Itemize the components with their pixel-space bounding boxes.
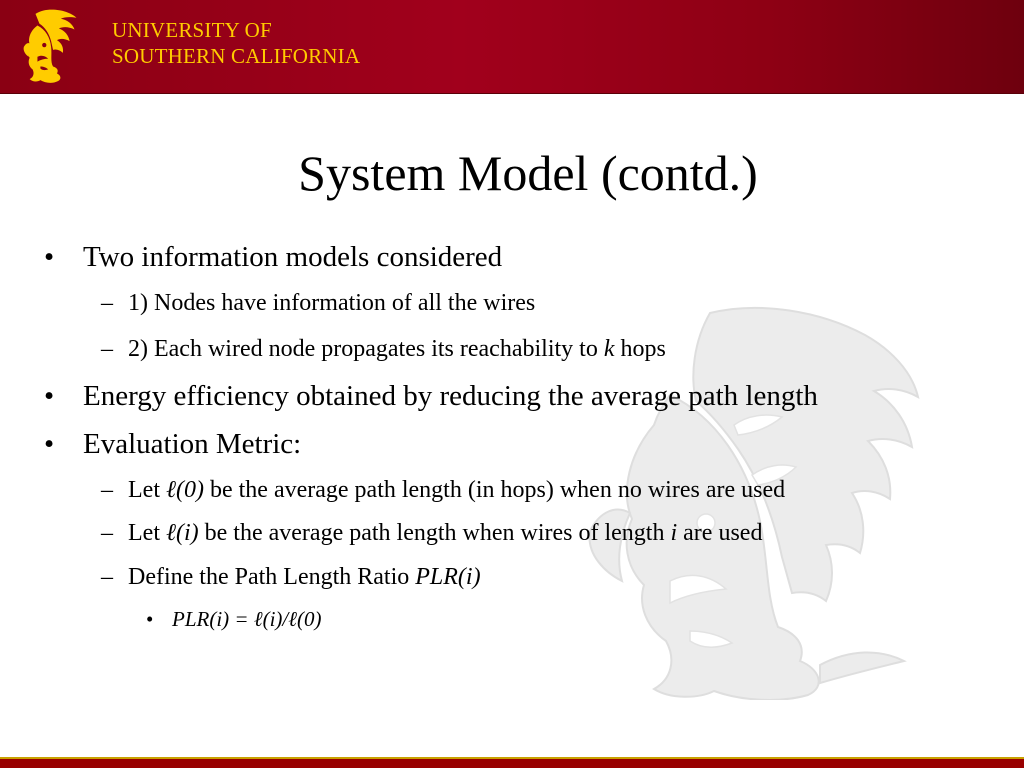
sub-bullet-marker: –	[101, 336, 113, 362]
sub-sub-bullet-marker: •	[146, 607, 154, 631]
bullet-text	[83, 241, 502, 274]
bullet-marker: •	[44, 380, 55, 412]
university-name-line1: UNIVERSITY OF	[112, 18, 272, 42]
bullet-text-6-italic-2: i	[670, 520, 678, 546]
bullet-text-5-a: Let	[128, 477, 166, 503]
sub-bullet-marker: –	[101, 290, 113, 316]
bullet-text-8-italic: PLR(i) = ℓ(i)/ℓ(0)	[172, 607, 322, 631]
bullet-text-7-italic: PLR(i)	[415, 564, 481, 590]
bullet-text-3: Energy efficiency obtained by reducing the average path length	[83, 380, 818, 412]
sub-bullet-text	[128, 564, 481, 591]
university-name-line2: SOUTHERN CALIFORNIA	[112, 44, 361, 68]
bullet-text-6-italic: ℓ(i)	[165, 520, 199, 546]
bullet-text-6-b: be the average path length when wires of length	[198, 520, 671, 546]
bullet-text-1: 1) Nodes have information of all the wires	[128, 290, 536, 316]
bullet-text-6-a: Let	[128, 520, 166, 546]
bullet-text-2-a: 2) Each wired node propagates its reachability to	[128, 336, 604, 362]
bullet-text	[83, 380, 818, 413]
bullet-text-0: Two information models considered	[83, 241, 503, 273]
bullet-marker: •	[44, 428, 55, 460]
bullet-text-5-italic: ℓ(0)	[165, 477, 204, 503]
sub-bullet-text	[128, 520, 762, 547]
bullet-text	[83, 428, 301, 461]
bullet-marker: •	[44, 241, 55, 273]
bullet-text-2-b: hops	[614, 336, 666, 362]
sub-bullet-marker: –	[101, 520, 113, 546]
slide-title: System Model (contd.)	[298, 145, 758, 201]
footer-band	[0, 759, 1024, 768]
bullet-text-4: Evaluation Metric:	[83, 428, 302, 460]
sub-bullet-marker: –	[101, 564, 113, 590]
bullet-text-2-italic: k	[603, 336, 615, 362]
sub-bullet-text	[128, 477, 785, 504]
bullet-text-6-c: are used	[677, 520, 763, 546]
bullet-text-5-b: be the average path length (in hops) when no wires are used	[203, 477, 786, 503]
sub-bullet-text	[128, 336, 666, 363]
bullet-text-7-a: Define the Path Length Ratio	[128, 564, 416, 590]
sub-sub-bullet-text	[172, 607, 321, 632]
sub-bullet-text	[128, 290, 535, 317]
sub-bullet-marker: –	[101, 477, 113, 503]
